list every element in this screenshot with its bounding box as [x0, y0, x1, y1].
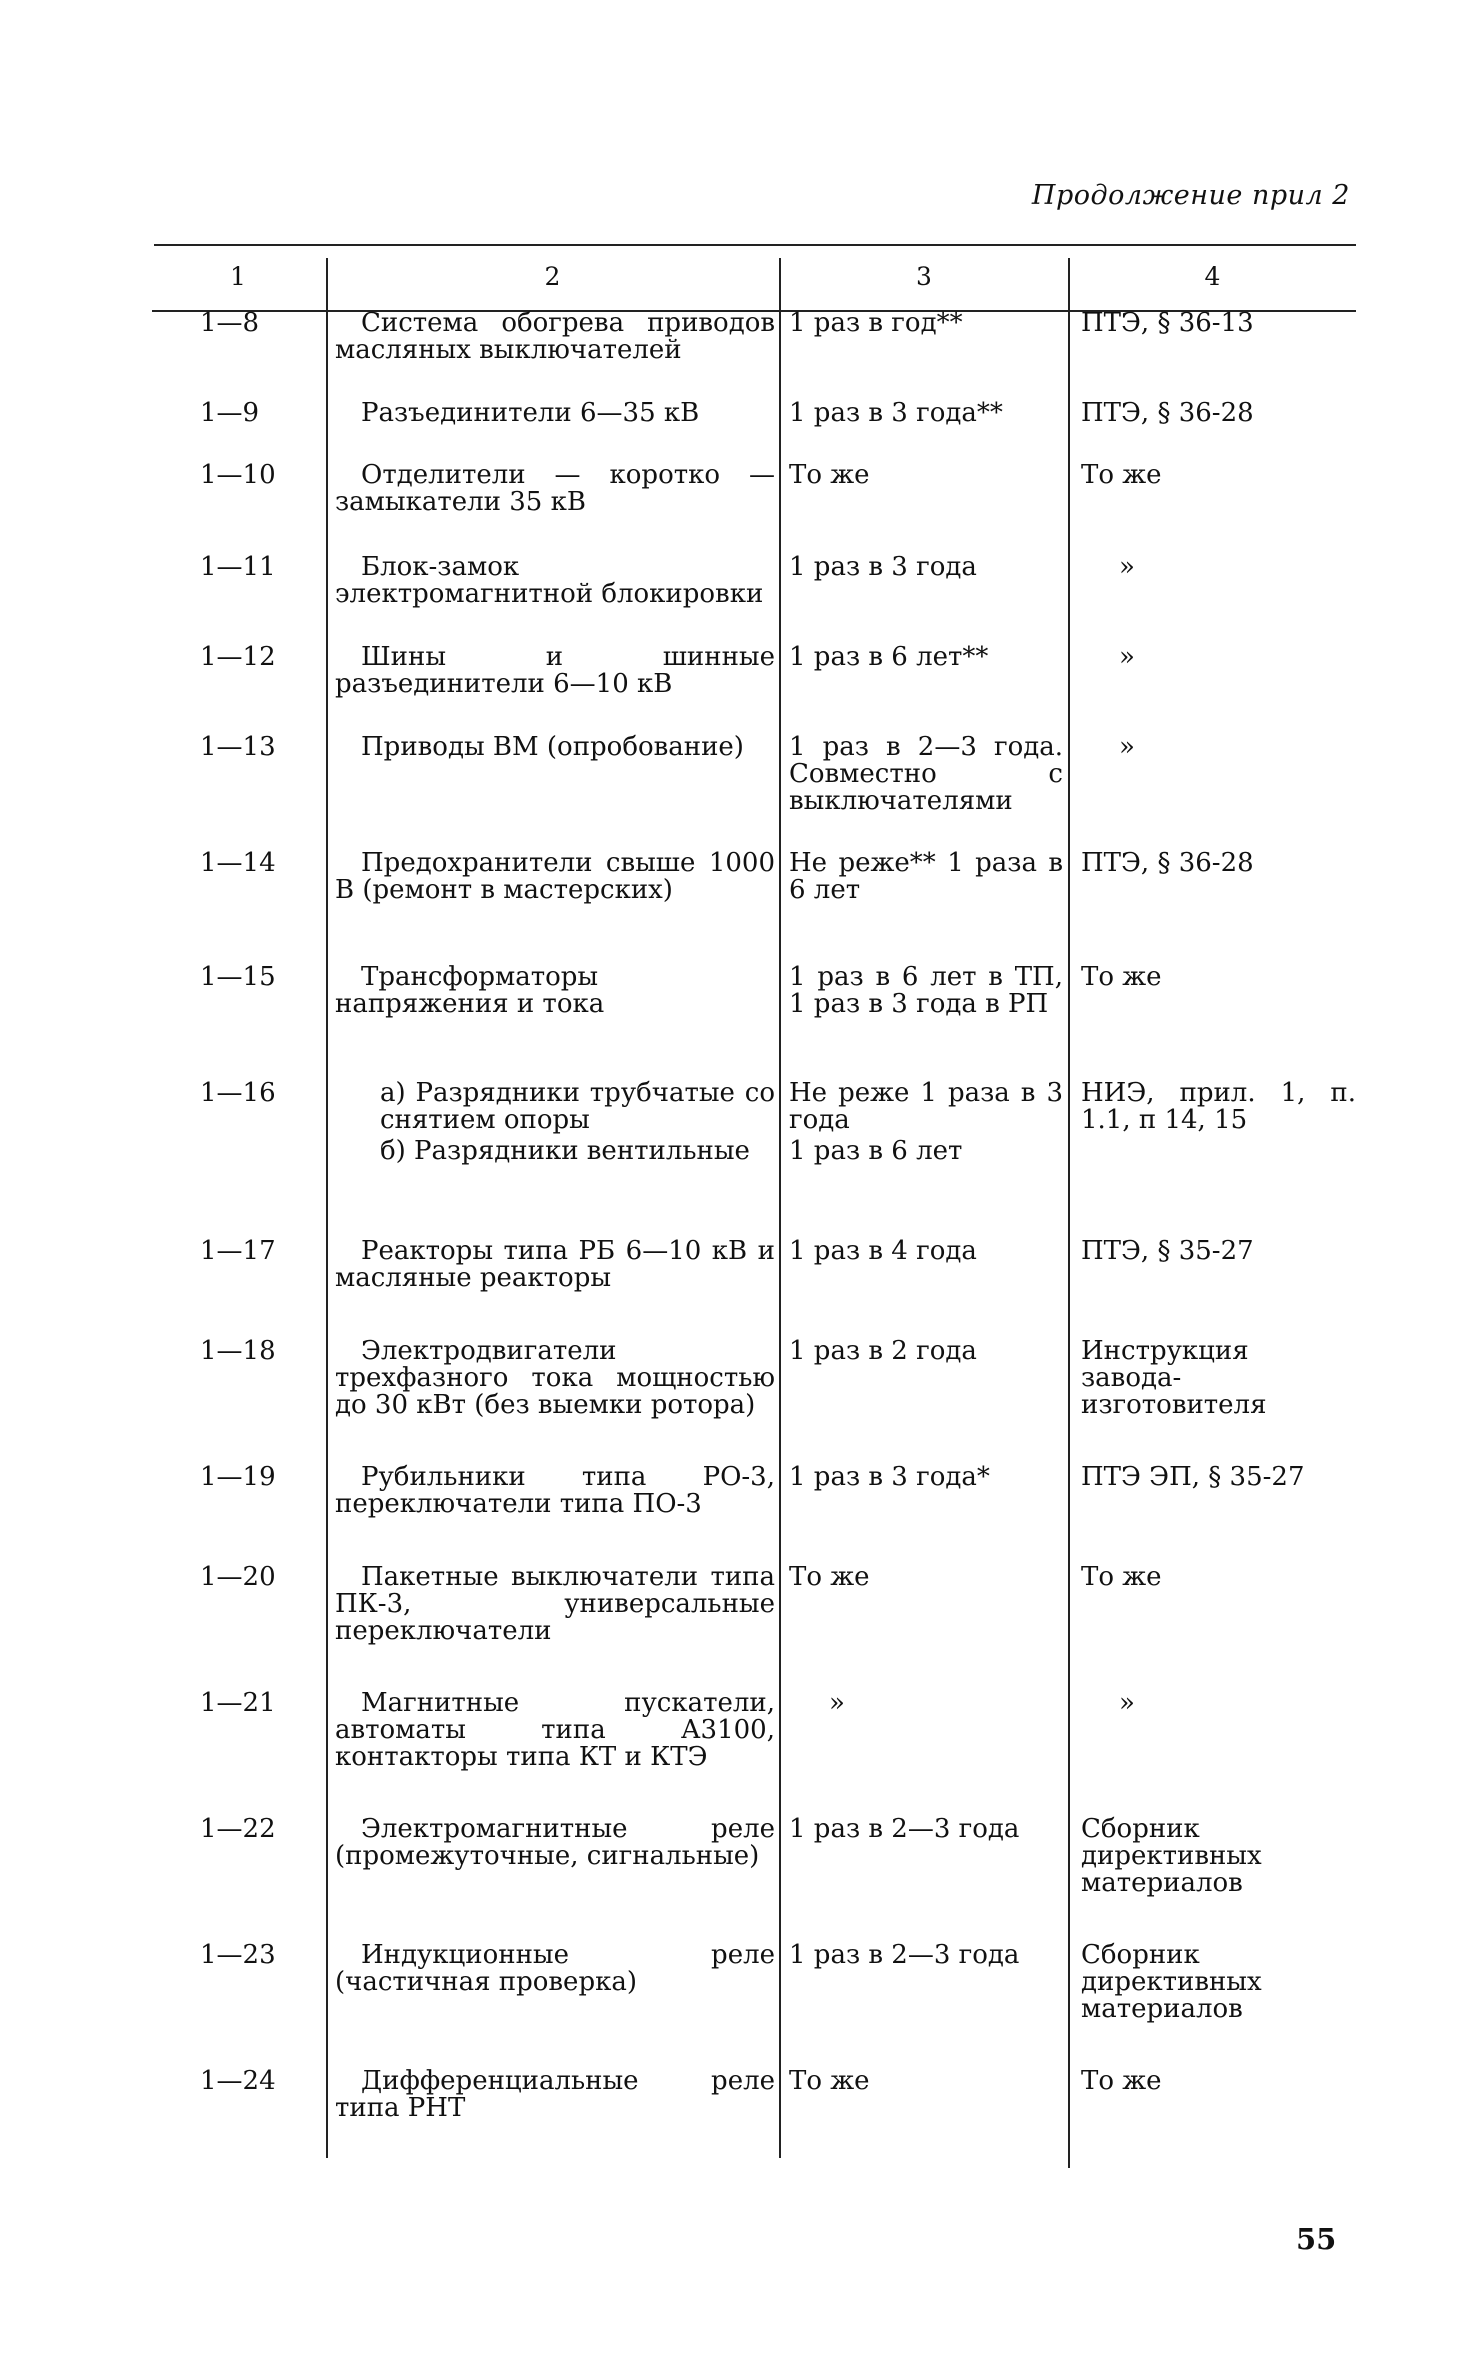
table-row	[150, 964, 1356, 1080]
regulation-reference: То же	[1081, 1562, 1162, 1592]
table-header-row	[150, 242, 1356, 310]
equipment-name: Реакторы типа РБ 6—10 кВ и масляные реакторы	[335, 1236, 775, 1293]
equipment-subitem: а) Разрядники трубчатые со снятием опоры	[380, 1078, 775, 1135]
row-number: 1—23	[200, 1940, 276, 1970]
table-row	[150, 310, 1356, 400]
regulation-reference: ПТЭ ЭП, § 35-27	[1081, 1462, 1305, 1492]
equipment-name: Разъединители 6—35 кВ	[361, 398, 700, 428]
equipment-name: Блок-замок электромагнитной блокировки	[335, 552, 764, 609]
column-header: 1	[230, 261, 246, 291]
repair-frequency: 1 раз в 2—3 года	[789, 1814, 1020, 1844]
regulation-reference: То же	[1081, 2066, 1162, 2096]
table-row	[150, 400, 1356, 462]
equipment-name: Пакетные выключатели типа ПК-3, универсальные переключатели	[335, 1562, 775, 1646]
regulation-reference: Сборник директивных материалов	[1081, 1814, 1262, 1898]
table-row	[150, 1080, 1356, 1238]
table-row	[150, 462, 1356, 554]
table-row	[150, 1464, 1356, 1564]
page-caption: Продолжение прил 2	[1031, 180, 1350, 211]
table-row	[150, 850, 1356, 964]
equipment-name: Электромагнитные реле (промежуточные, сигнальные)	[335, 1814, 775, 1871]
column-header: 2	[544, 261, 561, 291]
frequency-subitem: 1 раз в 6 лет	[789, 1136, 963, 1166]
repair-frequency: 1 раз в 2 года	[789, 1336, 977, 1366]
repair-frequency: 1 раз в 3 года*	[789, 1462, 990, 1492]
regulation-reference: »	[1119, 1688, 1135, 1718]
repair-frequency: 1 раз в 2—3 года	[789, 1940, 1020, 1970]
repair-frequency: 1 раз в 2—3 года. Совместно с выключателями	[789, 732, 1063, 816]
equipment-name	[326, 1080, 779, 1238]
row-number: 1—19	[200, 1462, 276, 1492]
equipment-name: Электродвигатели трехфазного тока мощностью до 30 кВт (без выемки ротора)	[335, 1336, 775, 1420]
repair-frequency: 1 раз в год**	[789, 308, 963, 338]
repair-frequency: 1 раз в 4 года	[789, 1236, 977, 1266]
equipment-name: Отделители — коротко — замыкатели 35 кВ	[335, 460, 775, 517]
table-row	[150, 644, 1356, 734]
frequency-subitem: Не реже 1 раза в 3 года	[789, 1078, 1063, 1135]
row-number: 1—24	[200, 2066, 276, 2096]
row-number: 1—17	[200, 1236, 276, 1266]
repair-frequency: То же	[789, 460, 870, 490]
equipment-name: Предохранители свыше 1000 В (ремонт в мастерских)	[335, 848, 775, 905]
column-header: 4	[1204, 261, 1221, 291]
table-row	[150, 1338, 1356, 1464]
table-row	[150, 1238, 1356, 1338]
repair-frequency: То же	[789, 1562, 870, 1592]
row-number: 1—16	[200, 1078, 276, 1108]
column-header: 3	[916, 261, 932, 291]
regulation-reference: ПТЭ, § 35-27	[1081, 1236, 1254, 1266]
regulation-reference: »	[1119, 552, 1135, 582]
row-number: 1—12	[200, 642, 276, 672]
maintenance-schedule-table	[150, 242, 1356, 2148]
repair-frequency: 1 раз в 6 лет в ТП, 1 раз в 3 года в РП	[789, 962, 1063, 1019]
page-number: 55	[1296, 2222, 1337, 2256]
table-row	[150, 1942, 1356, 2068]
regulation-reference: »	[1119, 642, 1135, 672]
regulation-reference: Сборник директивных материалов	[1081, 1940, 1262, 2024]
table-row	[150, 1816, 1356, 1942]
regulation-reference: »	[1119, 732, 1135, 762]
repair-frequency: 1 раз в 3 года**	[789, 398, 1003, 428]
repair-frequency: Не реже** 1 раза в 6 лет	[789, 848, 1063, 905]
table-row	[150, 1564, 1356, 1690]
row-number: 1—15	[200, 962, 276, 992]
repair-frequency	[779, 1080, 1069, 1238]
equipment-name: Магнитные пускатели, автоматы типа А3100, контакторы типа КТ и КТЭ	[335, 1688, 775, 1772]
regulation-reference: То же	[1081, 962, 1162, 992]
table-row	[150, 734, 1356, 850]
row-number: 1—20	[200, 1562, 276, 1592]
repair-frequency: 1 раз в 6 лет**	[789, 642, 989, 672]
repair-frequency: 1 раз в 3 года	[789, 552, 977, 582]
table-row	[150, 554, 1356, 644]
row-number: 1—18	[200, 1336, 276, 1366]
regulation-reference: То же	[1081, 460, 1162, 490]
row-number: 1—10	[200, 460, 276, 490]
table-row	[150, 1690, 1356, 1816]
row-number: 1—8	[200, 308, 260, 338]
row-number: 1—13	[200, 732, 276, 762]
equipment-name: Трансформаторы напряжения и тока	[335, 962, 605, 1019]
equipment-subitem: б) Разрядники вентильные	[380, 1136, 750, 1166]
row-number: 1—14	[200, 848, 276, 878]
row-number: 1—9	[200, 398, 260, 428]
equipment-name: Рубильники типа РО-3, переключатели типа ПО-3	[335, 1462, 775, 1519]
repair-frequency: »	[829, 1688, 845, 1718]
table-row	[150, 2068, 1356, 2148]
equipment-name: Индукционные реле (частичная проверка)	[335, 1940, 775, 1997]
regulation-reference: ПТЭ, § 36-28	[1081, 398, 1254, 428]
regulation-reference: Инструкция завода-изготовителя	[1081, 1336, 1267, 1420]
row-number: 1—22	[200, 1814, 276, 1844]
repair-frequency: То же	[789, 2066, 870, 2096]
equipment-name: Система обогрева приводов масляных выключателей	[335, 308, 775, 365]
regulation-reference: ПТЭ, § 36-13	[1081, 308, 1254, 338]
regulation-reference: ПТЭ, § 36-28	[1081, 848, 1254, 878]
row-number: 1—21	[200, 1688, 276, 1718]
equipment-name: Приводы ВМ (опробование)	[361, 732, 744, 762]
row-number: 1—11	[200, 552, 276, 582]
equipment-name: Дифференциальные реле типа РНТ	[335, 2066, 775, 2123]
equipment-name: Шины и шинные разъединители 6—10 кВ	[335, 642, 775, 699]
regulation-reference: НИЭ, прил. 1, п. 1.1, п 14, 15	[1081, 1078, 1356, 1135]
